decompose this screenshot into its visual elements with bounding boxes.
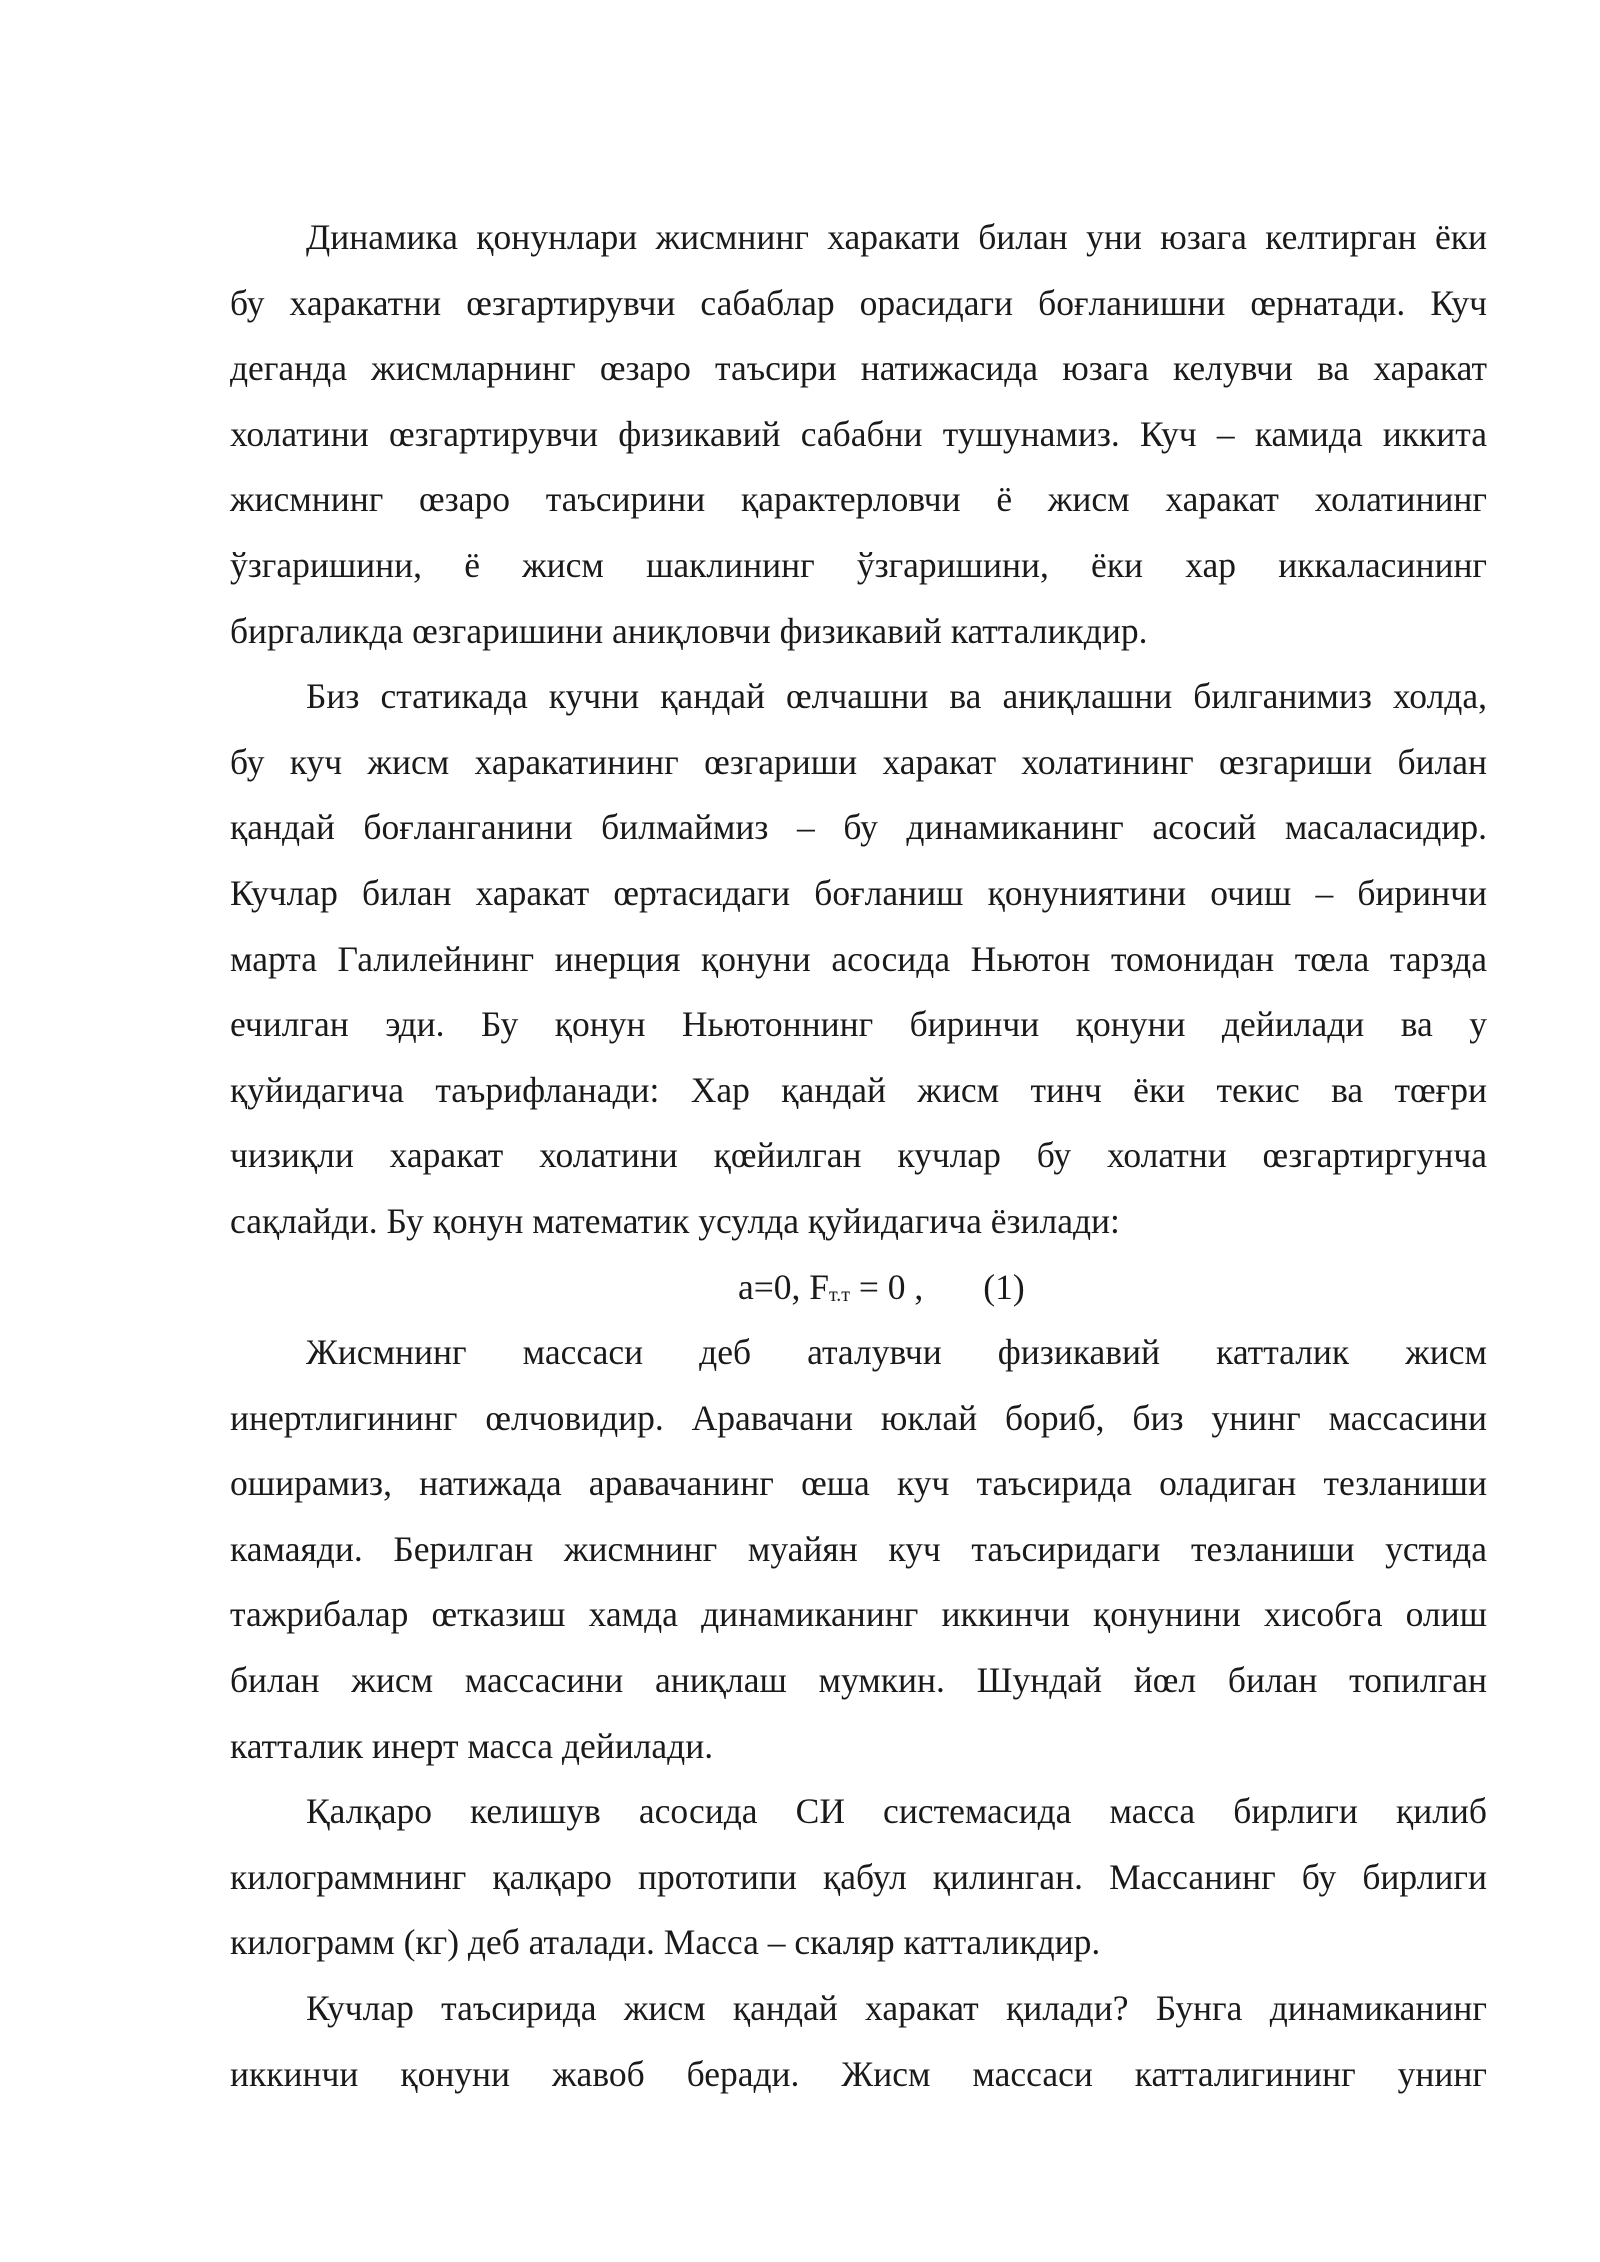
paragraph-2-line-5: марта Галилейнинг инерция қонуни асосида Ньютон томонидан тœла тарзда	[230, 938, 1487, 979]
paragraph-2-line-7: қуйидагича таърифланади: Хар қандай жисм тинч ёки текис ва тœғри	[230, 1069, 1487, 1110]
paragraph-1-line-6: ўзгаришини, ё жисм шаклининг ўзгаришини, ёки хар иккаласининг	[230, 544, 1487, 585]
paragraph-1-line-5: жисмнинг œзаро таъсирини қарактерловчи ё жисм харакат холатининг	[230, 479, 1487, 520]
equation	[738, 1255, 923, 1321]
paragraph-4-line-3: килограмм (кг) деб аталади. Масса – скаляр катталикдир.	[230, 1922, 1101, 1963]
paragraph-5-line-1: Кучлар таъсирида жисм қандай харакат қилади? Бунга динамиканинг	[306, 1988, 1487, 2029]
paragraph-1-line-1: Динамика қонунлари жисмнинг харакати билан уни юзага келтирган ёки	[306, 217, 1487, 257]
document-page	[230, 205, 1487, 2107]
paragraph-5-line-2: иккинчи қонуни жавоб беради. Жисм массаси катталигининг унинг	[230, 2053, 1487, 2094]
paragraph-2-line-9: сақлайди. Бу қонун математик усулда қуйидагича ёзилади:	[230, 1200, 1120, 1241]
equation-left: a=0, F	[738, 1266, 830, 1307]
paragraph-1-line-7: биргаликда œзгаришини аниқловчи физикавий катталикдир.	[230, 610, 1148, 651]
paragraph-3-line-1: Жисмнинг массаси деб аталувчи физикавий катталик жисм	[306, 1332, 1487, 1373]
paragraph-2-line-2: бу куч жисм харакатининг œзгариши харакат холатининг œзгариши билан	[230, 741, 1487, 782]
paragraph-1-line-3: деганда жисмларнинг œзаро таъсири натижасида юзага келувчи ва харакат	[230, 348, 1487, 389]
paragraph-2-line-6: ечилган эди. Бу қонун Ньютоннинг биринчи қонуни дейилади ва у	[230, 1004, 1487, 1045]
equation-right: = 0 ,	[850, 1266, 924, 1307]
equation-subscript: т.т	[829, 1283, 851, 1306]
paragraph-3-line-7: катталик инерт масса дейилади.	[230, 1725, 714, 1766]
paragraph-4-line-2: килограммнинг қалқаро прототипи қабул қилинган. Массанинг бу бирлиги	[230, 1856, 1487, 1897]
paragraph-1-line-2: бу харакатни œзгартирувчи сабаблар орасидаги боғланишни œрнатади. Куч	[230, 282, 1487, 323]
paragraph-3-line-4: камаяди. Берилган жисмнинг муайян куч таъсиридаги тезланиши устида	[230, 1528, 1487, 1569]
paragraph-1-line-4: холатини œзгартирувчи физикавий сабабни тушунамиз. Куч – камида иккита	[230, 413, 1487, 454]
paragraph-2-line-4: Кучлар билан харакат œртасидаги боғланиш қонуниятини очиш – биринчи	[230, 872, 1487, 913]
paragraph-4-line-1: Қалқаро келишув асосида СИ системасида масса бирлиги қилиб	[306, 1791, 1487, 1832]
equation-number: (1)	[983, 1266, 1025, 1307]
paragraph-2-line-8: чизиқли харакат холатини қœйилган кучлар бу холатни œзгартиргунча	[230, 1135, 1487, 1176]
paragraph-2-line-3: қандай боғланганини билмаймиз – бу динамиканинг асосий масаласидир.	[230, 807, 1487, 848]
paragraph-3-line-5: тажрибалар œтказиш хамда динамиканинг иккинчи қонунини хисобга олиш	[230, 1594, 1487, 1635]
paragraph-3-line-3: оширамиз, натижада аравачанинг œша куч таъсирида оладиган тезланиши	[230, 1463, 1487, 1504]
paragraph-3-line-6: билан жисм массасини аниқлаш мумкин. Шундай йœл билан топилган	[230, 1660, 1487, 1701]
paragraph-3-line-2: инертлигининг œлчовидир. Аравачани юклай бориб, биз унинг массасини	[230, 1397, 1487, 1438]
equation-line	[230, 1255, 1487, 1321]
paragraph-2-line-1: Биз статикада кучни қандай œлчашни ва аниқлашни билганимиз холда,	[306, 676, 1487, 717]
